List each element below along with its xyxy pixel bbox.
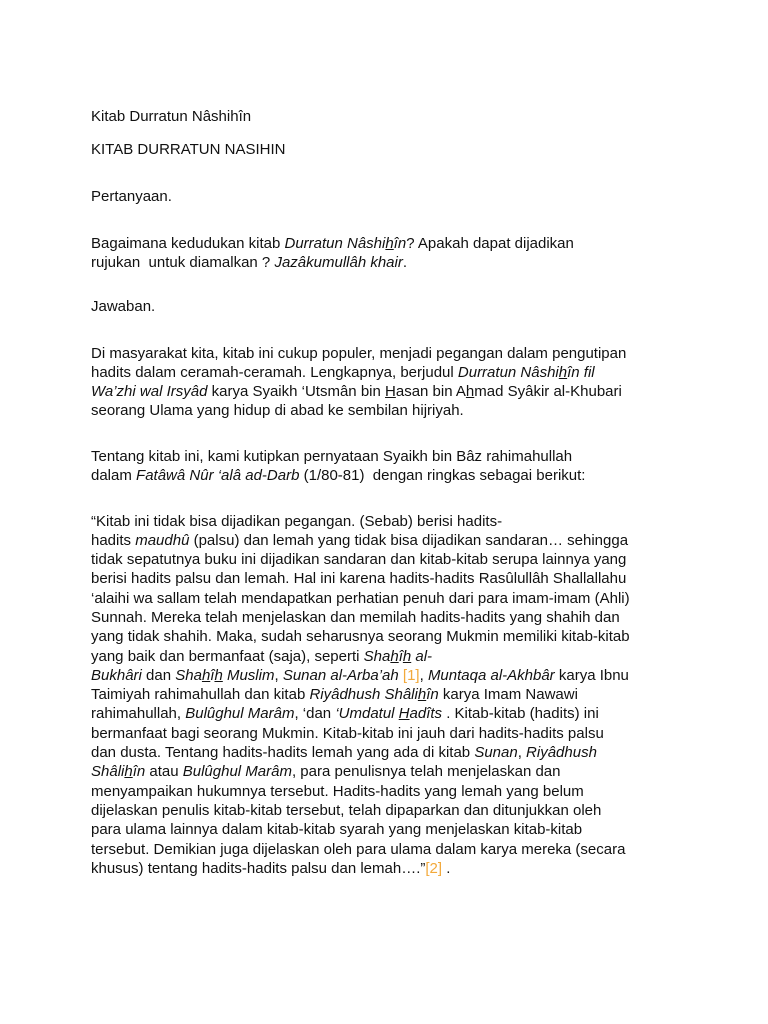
text-run: asan bin A [395, 383, 466, 401]
italic-text-run: Sha [175, 666, 202, 684]
text-run: , [274, 666, 283, 684]
italic-text-run: Sunan [474, 744, 518, 762]
text-run: rahimahullah, [91, 705, 186, 723]
text-line [91, 466, 585, 485]
italic-text-run: Bulûghul Marâm [182, 763, 292, 781]
italic-text-run: h [201, 666, 211, 684]
text-run: Taimiyah rahimahullah dan kitab [91, 686, 310, 704]
italic-text-run: î [398, 647, 403, 665]
italic-text-run: în [393, 234, 407, 252]
italic-text-run: Sha [363, 647, 391, 665]
document-title [91, 140, 285, 159]
text-line [91, 512, 630, 531]
italic-text-run: Durratun Nâshi [284, 234, 386, 252]
text-run: rujukan untuk diamalkan ? [91, 253, 275, 271]
text-run: Di masyarakat kita, kitab ini cukup populer, menjadi pegangan dalam pengutipan [91, 344, 627, 362]
italic-text-run: h [390, 647, 399, 665]
italic-text-run: Muslim [222, 666, 275, 684]
text-run: seorang Ulama yang hidup di abad ke sembilan hijriyah. [91, 402, 464, 420]
italic-text-run: Wa’zhi wal Irsyâd [91, 383, 208, 401]
text-run: Tentang kitab ini, kami kutipkan pernyataan Syaikh bin Bâz rahimahullah [91, 447, 573, 465]
italic-text-run: Jazâkumullâh khair [274, 253, 403, 271]
text-run: Pertanyaan. [91, 187, 172, 205]
text-line [91, 550, 630, 569]
text-line [91, 382, 626, 401]
text-line [91, 743, 630, 762]
text-run: hadits [91, 531, 136, 549]
italic-text-run: ‘Umdatul [335, 705, 399, 723]
text-run: berisi hadits palsu dan lemah. Hal ini karena hadits-hadits Rasûlullâh Shallallahu [91, 570, 627, 588]
text-run: karya Syaikh ‘Utsmân bin [207, 383, 386, 401]
text-run: KITAB DURRATUN NASIHIN [91, 140, 286, 158]
text-line [91, 704, 630, 723]
text-run: karya Ibnu [554, 666, 629, 684]
text-run: ? Apakah dapat dijadikan [406, 234, 574, 252]
italic-text-run: Riyâdhush Shâli [309, 686, 418, 704]
italic-text-run: Muntaqa al-Akhbâr [427, 666, 555, 684]
italic-text-run: Bukhâri [91, 666, 142, 684]
italic-text-run: în fil [567, 363, 595, 381]
italic-text-run: h [558, 363, 568, 381]
italic-text-run: Shâli [91, 763, 125, 781]
italic-text-run: în [426, 686, 439, 704]
text-run: karya Imam Nawawi [438, 686, 578, 704]
text-run: H [385, 383, 396, 401]
answer-paragraph-intro [91, 344, 626, 421]
text-line [91, 253, 574, 272]
text-run: dan dusta. Tentang hadits-hadits lemah yang ada di kitab [91, 744, 475, 762]
text-run: (1/80-81) dengan ringkas sebagai berikut: [299, 466, 586, 484]
text-line [91, 569, 630, 588]
italic-text-run: Sunan al-Arba’ah [282, 666, 399, 684]
text-run: dan [141, 666, 176, 684]
italic-text-run: al- [411, 647, 433, 665]
text-run: atau [145, 763, 183, 781]
answer-paragraph-source [91, 447, 585, 486]
text-line [91, 234, 574, 253]
text-line [91, 107, 251, 126]
italic-text-run: în [132, 763, 146, 781]
text-run: Bagaimana kedudukan kitab [91, 234, 285, 252]
text-line [91, 297, 155, 316]
text-run: hadits dalam ceramah-ceramah. Lengkapnya, berjudul [91, 363, 458, 381]
text-run: . [402, 253, 408, 271]
italic-text-run: Bulûghul Marâm [185, 705, 295, 723]
text-run: dalam [91, 466, 137, 484]
question-label [91, 187, 172, 206]
text-line [91, 401, 626, 420]
text-run: , [517, 744, 527, 762]
text-line [91, 801, 630, 820]
document-heading [91, 107, 251, 126]
text-line [91, 627, 630, 646]
text-run: tidak sepatutnya buku ini dijadikan sandaran dan kitab-kitab serupa lainnya yang [91, 551, 627, 569]
text-run: , [419, 666, 428, 684]
text-line [91, 447, 585, 466]
text-run: khusus) tentang hadits-hadits palsu dan lemah….” [91, 859, 426, 877]
italic-text-run: maudhû [135, 531, 190, 549]
text-run: menyampaikan hukumnya tersebut. Hadits-hadits yang lemah yang belum [91, 782, 584, 800]
text-run: bermanfaat bagi seorang Mukmin. Kitab-kitab ini jauh dari hadits-hadits palsu [91, 724, 604, 742]
italic-text-run: h [214, 666, 223, 684]
text-line [91, 666, 630, 685]
text-run: . Kitab-kitab (hadits) ini [442, 705, 599, 723]
text-line [91, 608, 630, 627]
italic-text-run: Durratun Nâshi [457, 363, 559, 381]
quote-paragraph [91, 512, 630, 879]
text-run: yang tidak shahih. Maka, sudah seharusnya seorang Mukmin memiliki kitab-kitab [91, 628, 630, 646]
text-run: h [465, 383, 475, 401]
text-line [91, 840, 630, 859]
italic-text-run: adîts [409, 705, 443, 723]
text-run: , para penulisnya telah menjelaskan dan [291, 763, 561, 781]
italic-text-run: Riyâdhush [526, 744, 597, 762]
text-line [91, 685, 630, 704]
text-run: (palsu) dan lemah yang tidak bisa dijadikan sandaran… sehingga [189, 531, 629, 549]
text-run: mad Syâkir al-Khubari [474, 383, 622, 401]
footnote-link[interactable]: [1] [402, 666, 420, 684]
question-paragraph [91, 234, 574, 273]
answer-label [91, 297, 155, 316]
text-run: tersebut. Demikian juga dijelaskan oleh para ulama dalam karya mereka (secara [91, 840, 626, 858]
text-line [91, 344, 626, 363]
text-run: ‘alaihi wa sallam telah mendapatkan perhatian penuh dari para imam-imam (Ahli) [91, 589, 630, 607]
text-line [91, 859, 630, 878]
text-line [91, 724, 630, 743]
text-run: “Kitab ini tidak bisa dijadikan pegangan. (Sebab) berisi hadits- [91, 512, 503, 530]
text-line [91, 647, 630, 666]
italic-text-run: î [210, 666, 215, 684]
text-line [91, 531, 630, 550]
text-line [91, 140, 285, 159]
text-run: dijelaskan penulis kitab-kitab tersebut, telah dipaparkan dan ditunjukkan oleh [91, 801, 602, 819]
italic-text-run: H [398, 705, 410, 723]
italic-text-run: h [402, 647, 412, 665]
italic-text-run: h [385, 234, 394, 252]
italic-text-run: h [417, 686, 427, 704]
text-run: Kitab Durratun Nâshihîn [91, 108, 252, 125]
italic-text-run: Fatâwâ Nûr ‘alâ ad-Darb [136, 466, 300, 484]
text-run: , ‘dan [294, 705, 336, 723]
text-run: Jawaban. [91, 297, 156, 315]
text-line [91, 782, 630, 801]
text-run: para ulama lainnya dalam kitab-kitab syarah yang menjelaskan kitab-kitab [91, 821, 583, 839]
text-run: Sunnah. Mereka telah menjelaskan dan memilah hadits-hadits yang shahih dan [91, 608, 620, 626]
text-line [91, 762, 630, 781]
text-run: yang baik dan bermanfaat (saja), seperti [91, 647, 364, 665]
italic-text-run: h [124, 763, 133, 781]
text-run: . [442, 859, 451, 877]
text-line [91, 363, 626, 382]
text-line [91, 187, 172, 206]
text-line [91, 820, 630, 839]
text-line [91, 589, 630, 608]
footnote-link[interactable]: [2] [425, 859, 443, 877]
